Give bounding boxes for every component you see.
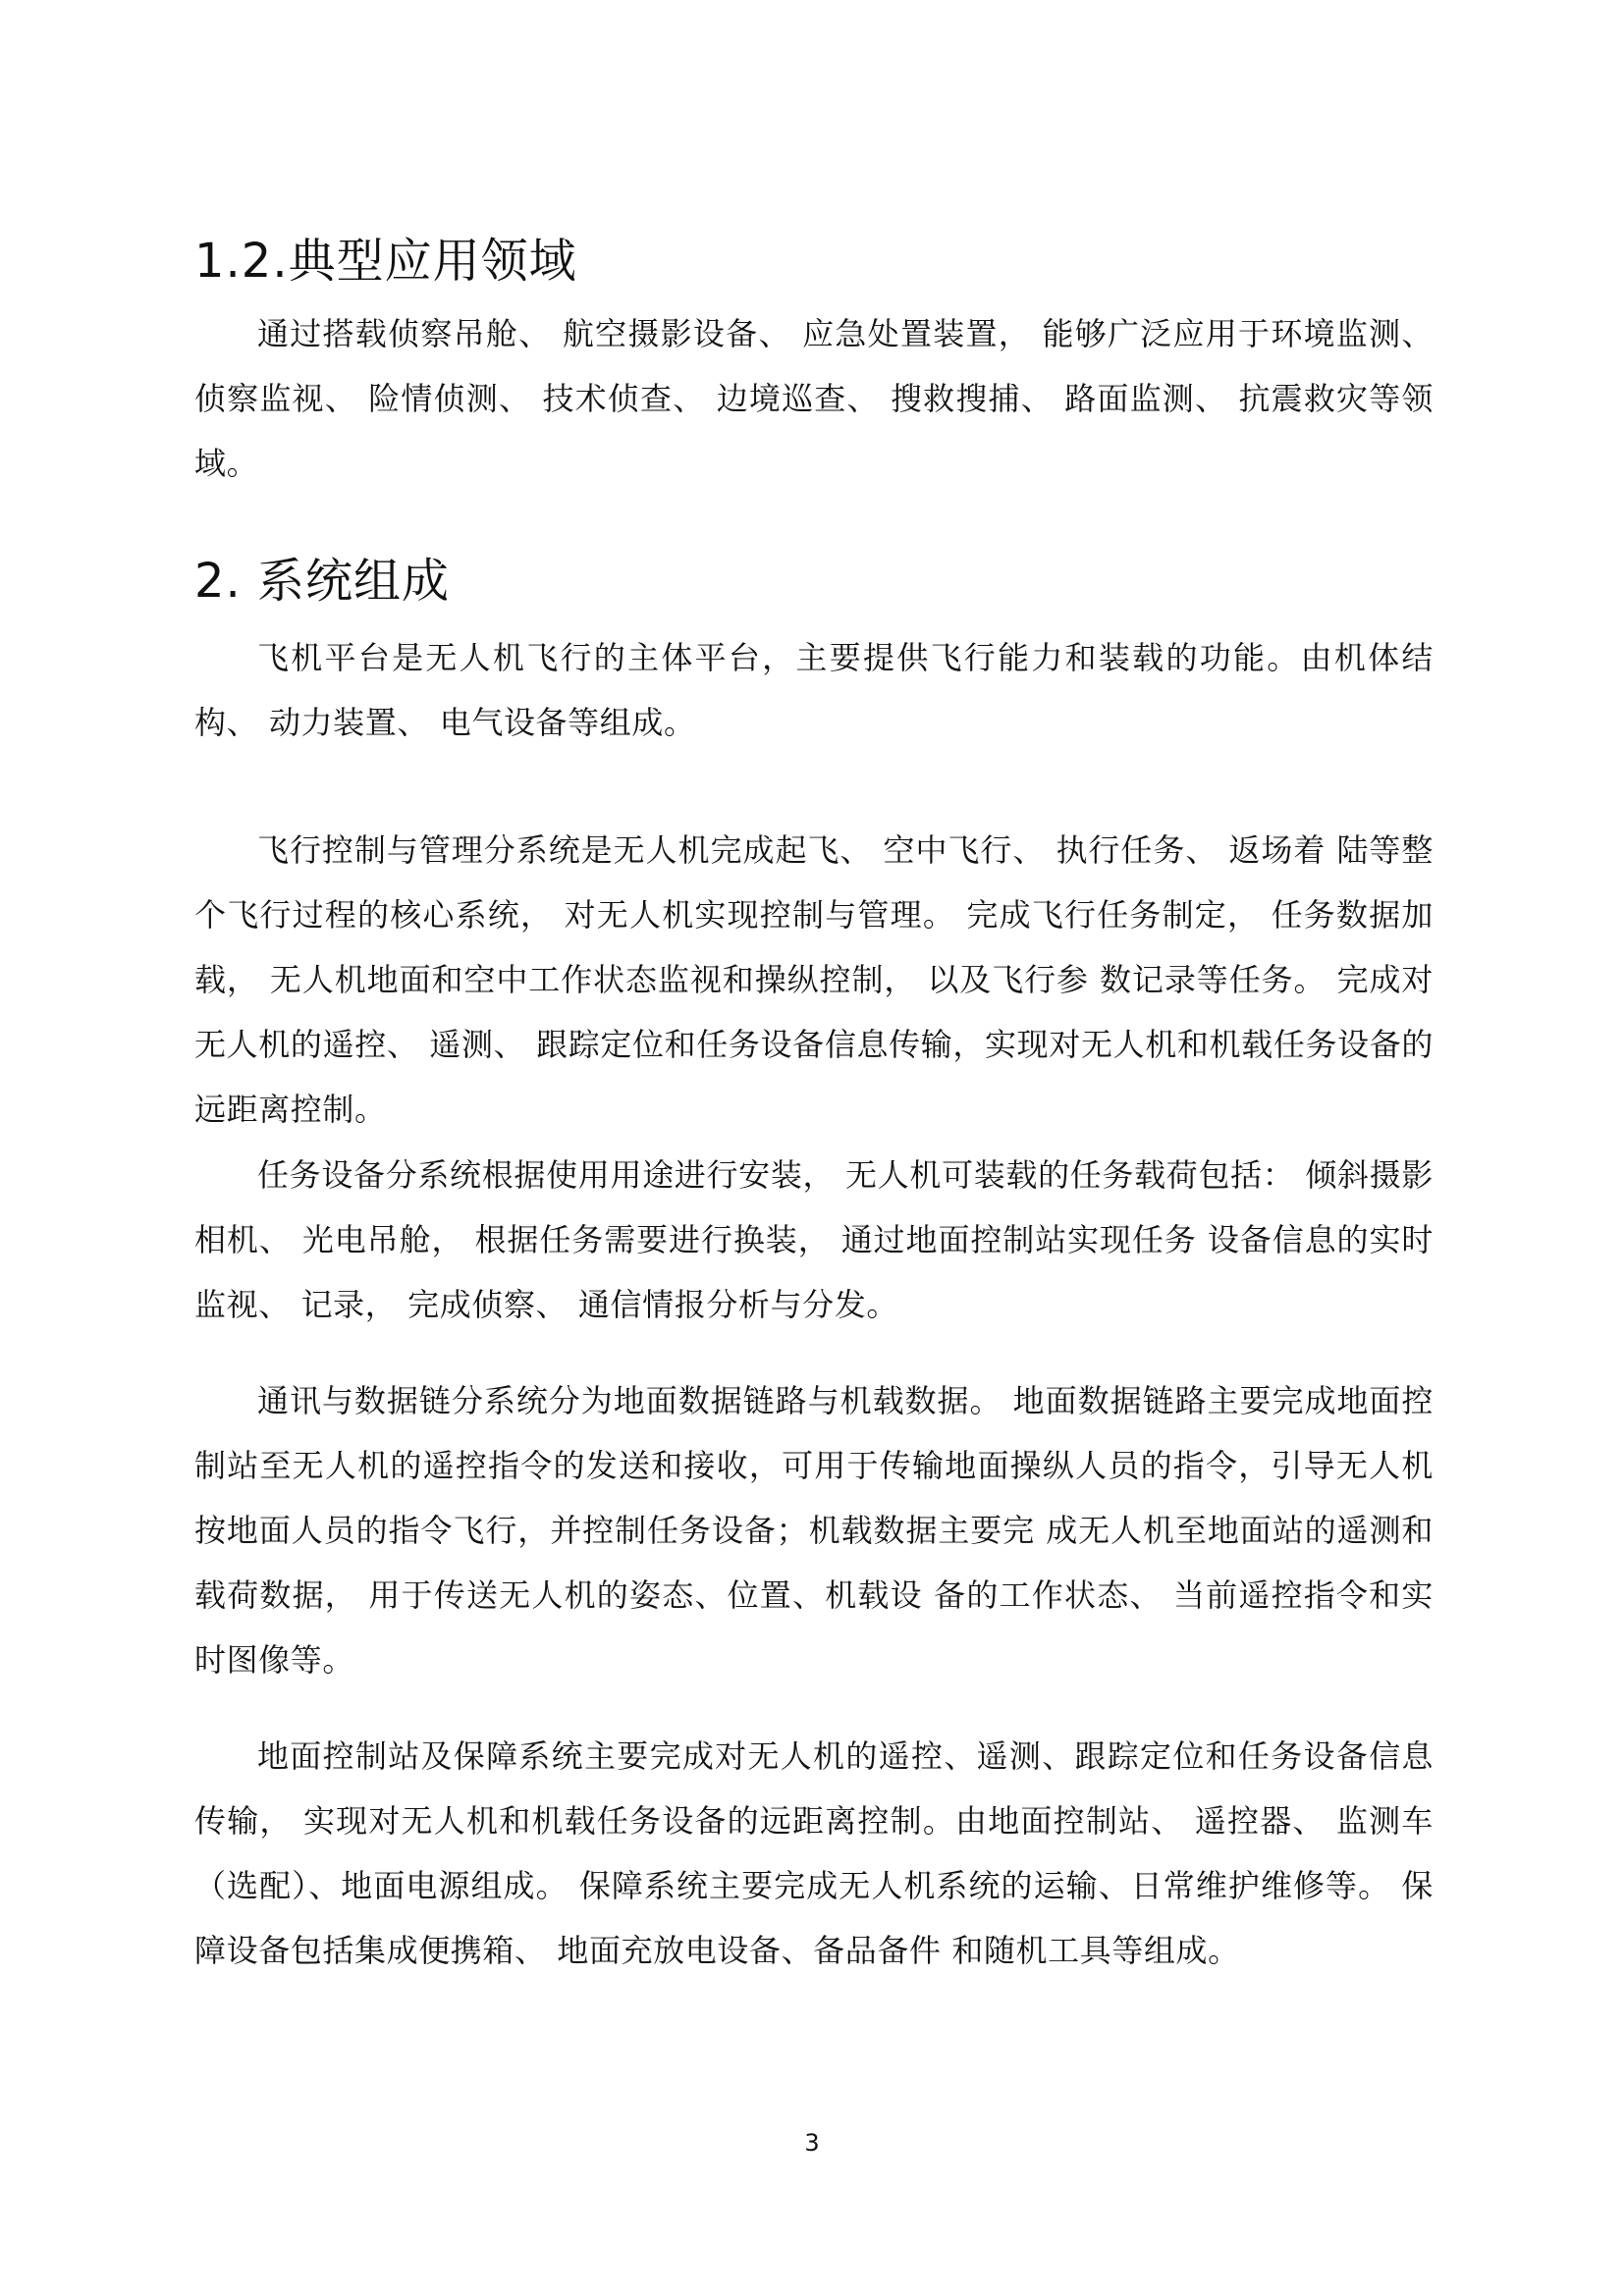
paragraph-flight-control: 飞行控制与管理分系统是无人机完成起飞、 空中飞行、 执行任务、 返场着 陆等整个飞行过程的核心系统， 对无人机实现控制与管理。 完成飞行任务制定， 任务数据加载， 无人机地面和空中工作状态监视和操纵控制， 以及飞行参 数记录等任务。 完成对无人机的遥控、 遥测、 跟踪定位和任务设备信息传输，实现对无人机和机载任务设备的远距离控制。 (194, 831, 1434, 1128)
paragraph-application-fields: 通过搭载侦察吊舱、 航空摄影设备、 应急处置装置， 能够广泛应用于环境监测、 侦察监视、 险情侦测、 技术侦查、 边境巡查、 搜救搜捕、 路面监测、 抗震救灾等领域。 (194, 315, 1434, 482)
page-number: 3 (804, 2129, 820, 2157)
paragraph-aircraft-platform: 飞机平台是无人机飞行的主体平台，主要提供飞行能力和装载的功能。由机体结构、 动力装置、 电气设备等组成。 (194, 639, 1434, 741)
paragraph-mission-equipment: 任务设备分系统根据使用用途进行安装， 无人机可装载的任务载荷包括： 倾斜摄影相机、 光电吊舱， 根据任务需要进行换装， 通过地面控制站实现任务 设备信息的实时监视、 记录， 完成侦察、 通信情报分析与分发。 (194, 1156, 1434, 1323)
paragraph-datalink: 通讯与数据链分系统分为地面数据链路与机载数据。 地面数据链路主要完成地面控制站至无人机的遥控指令的发送和接收，可用于传输地面操纵人员的指令，引导无人机按地面人员的指令飞行，并控制任务设备；机载数据主要完 成无人机至地面站的遥测和载荷数据， 用于传送无人机的姿态、位置、机载设 备的工作状态、 当前遥控指令和实时图像等。 (194, 1382, 1434, 1679)
paragraph-ground-station: 地面控制站及保障系统主要完成对无人机的遥控、遥测、跟踪定位和任务设备信息传输， 实现对无人机和机载任务设备的远距离控制。由地面控制站、 遥控器、 监测车 （选配）、地面电源组成。 保障系统主要完成无人机系统的运输、日常维护维修等。 保障设备包括集成便携箱、 地面充放电设备、备品备件 和随机工具等组成。 (194, 1737, 1434, 1969)
section-heading-application-fields: 1.2.典型应用领域 (194, 234, 577, 289)
section-heading-system-composition: 2. 系统组成 (194, 554, 451, 609)
